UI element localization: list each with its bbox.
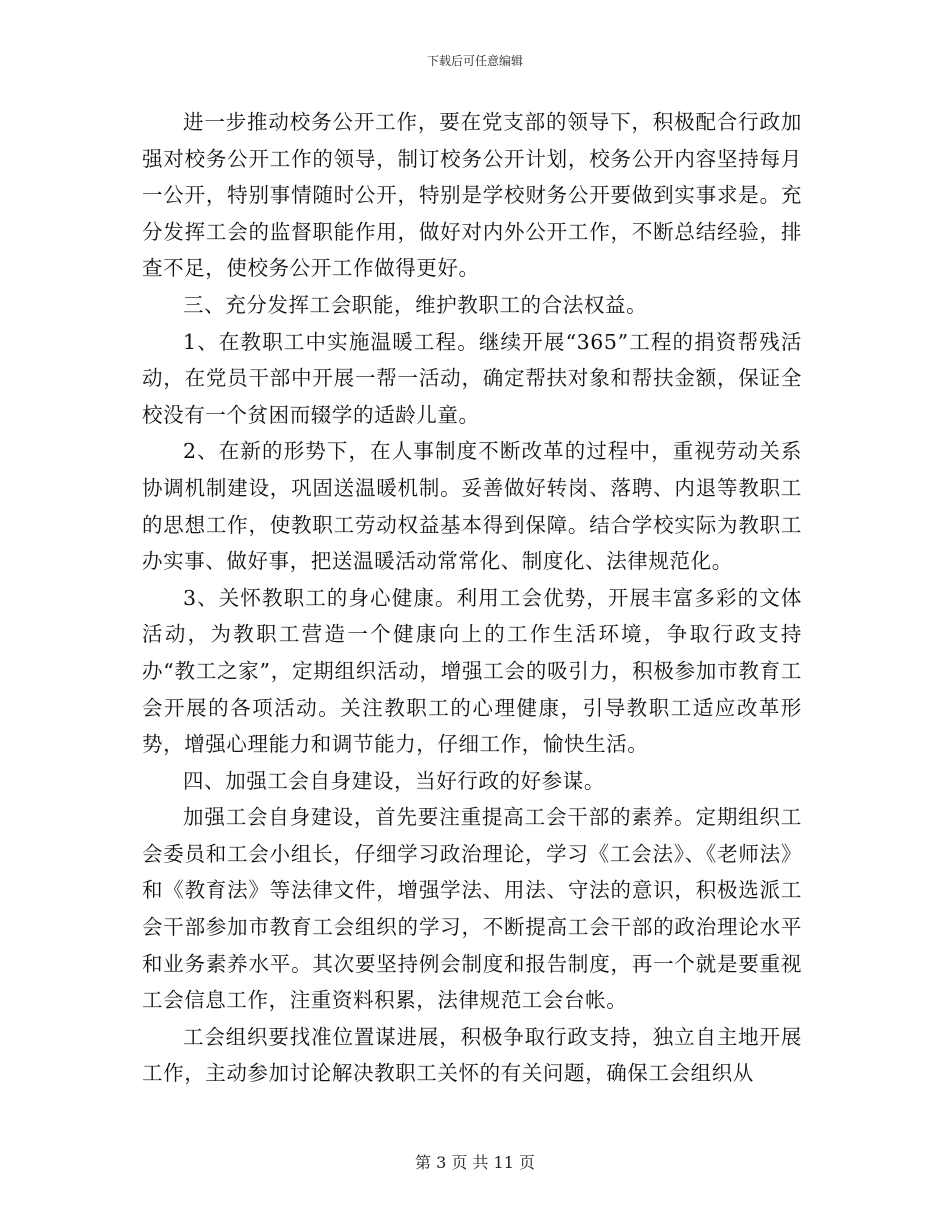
section-heading-four: 四、加强工会自身建设，当好行政的好参谋。 [183, 768, 605, 793]
section-heading-three: 三、充分发挥工会职能，维护教职工的合法权益。 [183, 292, 648, 317]
page-header: 下载后可任意编辑 [426, 54, 523, 68]
paragraph-item-3: 3、关怀教职工的身心健康。利用工会优势，开展丰富多彩的文体活动，为教职工营造一个健康向上的工作生活环境，争取行政支持办“教工之家”，定期组织活动，增强工会的吸引力，积极参加市教育工会开展的各项活动。关注教职工的心理健康，引导教职工适应改革形势，增强心理能力和调节能力，仔细工作，愉快生活。 [142, 585, 802, 757]
paragraph-campus-affairs-openness: 进一步推动校务公开工作，要在党支部的领导下，积极配合行政加强对校务公开工作的领导，制订校务公开计划，校务公开内容坚持每月一公开，特别事情随时公开，特别是学校财务公开要做到实事求是。充分发挥工会的监督职能作用，做好对内外公开工作，不断总结经验，排查不足，使校务公开工作做得更好。 [142, 110, 802, 281]
paragraph-item-1: 1、在教职工中实施温暖工程。继续开展“365”工程的捐资帮残活动，在党员干部中开展一帮一活动，确定帮扶对象和帮扶金额，保证全校没有一个贫困而辍学的适龄儿童。 [142, 329, 802, 427]
page-number-text: 第 3 页 共 11 页 [415, 1153, 535, 1172]
page-number-footer [0, 1153, 950, 1173]
paragraph-self-construction: 加强工会自身建设，首先要注重提高工会干部的素养。定期组织工会委员和工会小组长，仔细学习政治理论，学习《工会法》、《老师法》和《教育法》等法律文件，增强学法、用法、守法的意识，积极选派工会干部参加市教育工会组织的学习，不断提高工会干部的政治理论水平和业务素养水平。其次要坚持例会制度和报告制度，再一个就是要重视工会信息工作，注重资料积累，法律规范工会台帐。 [142, 805, 802, 1013]
paragraph-item-2: 2、在新的形势下，在人事制度不断改革的过程中，重视劳动关系协调机制建设，巩固送温暖机制。妥善做好转岗、落聘、内退等教职工的思想工作，使教职工劳动权益基本得到保障。结合学校实际为教职工办实事、做好事，把送温暖活动常常化、制度化、法律规范化。 [142, 439, 802, 574]
paragraph-union-position: 工会组织要找准位置谋进展，积极争取行政支持，独立自主地开展工作，主动参加讨论解决教职工关怀的有关问题，确保工会组织从 [142, 1024, 802, 1086]
document-body [142, 104, 802, 1092]
